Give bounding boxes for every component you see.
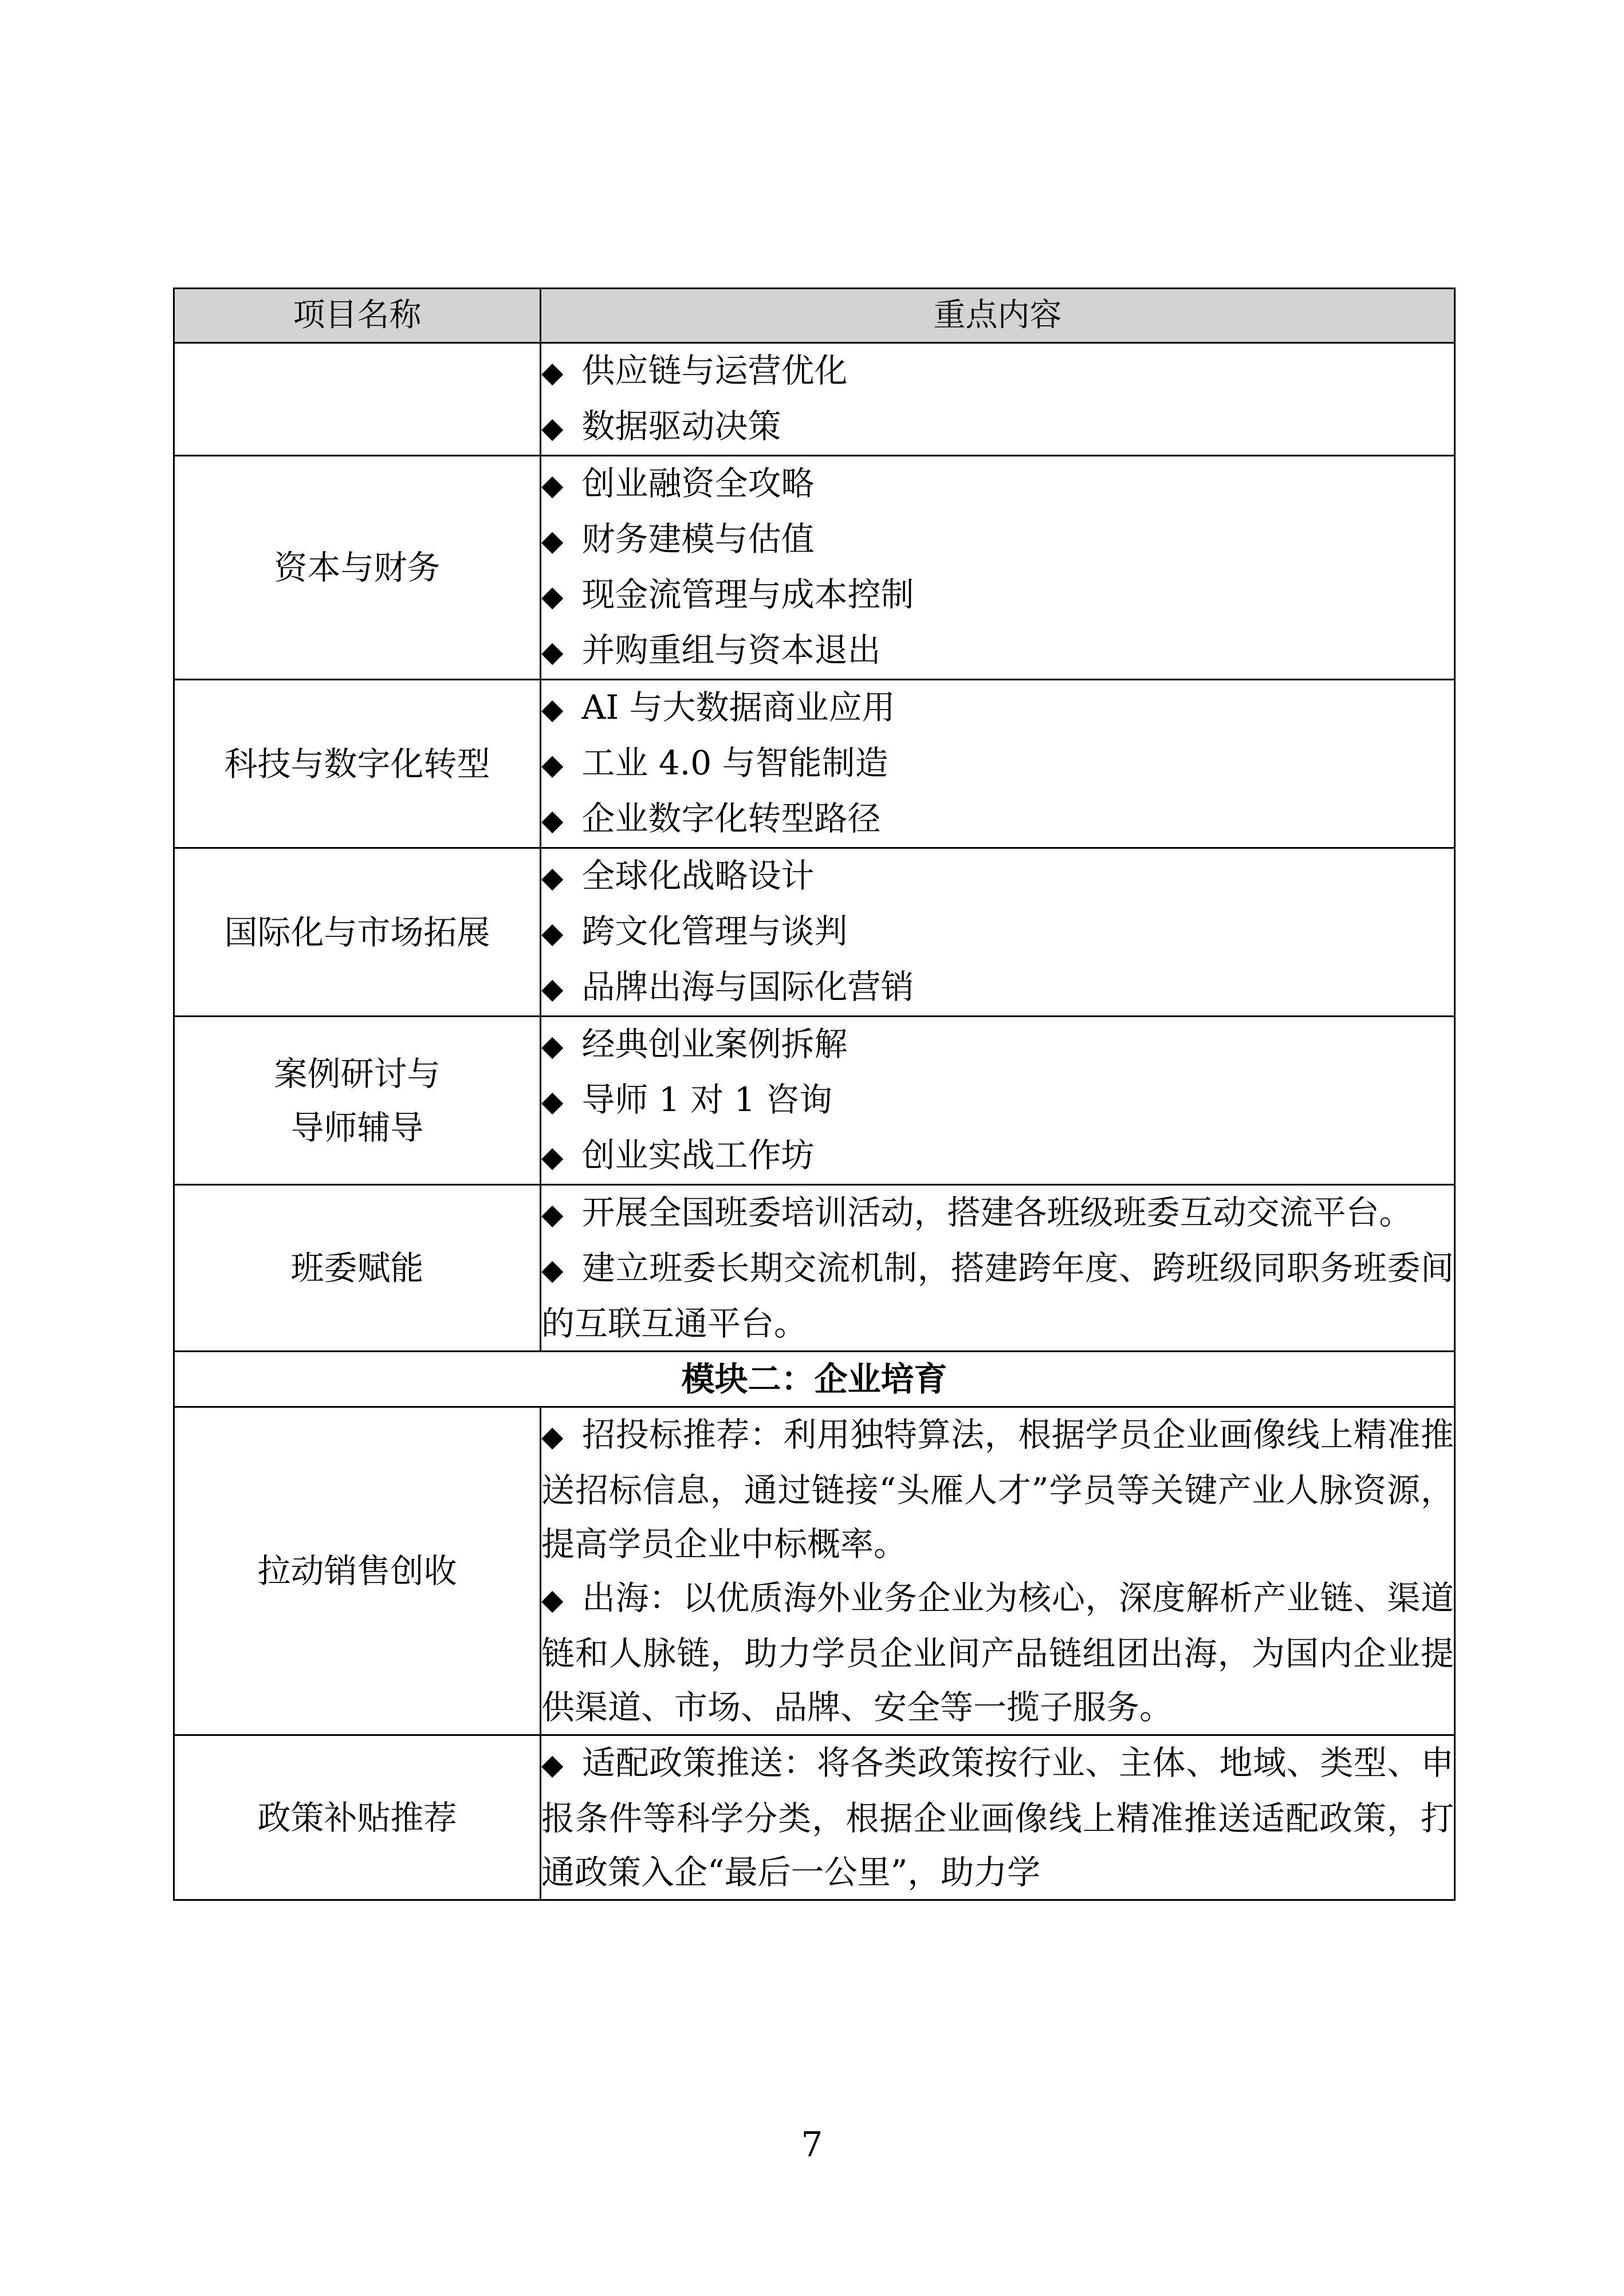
- table-row: [174, 1017, 1455, 1185]
- bullet-item: ◆ 经典创业案例拆解: [541, 1025, 848, 1064]
- paragraph-item: ◆ 建立班委长期交流机制，搭建跨年度、跨班级同职务班委间的互联互通平台。: [541, 1249, 1454, 1343]
- row-content: [541, 680, 1455, 848]
- bullet-item: ◆ 品牌出海与国际化营销: [541, 967, 914, 1006]
- row-content: [541, 1735, 1455, 1900]
- diamond-bullet-icon: ◆: [541, 1085, 564, 1118]
- diamond-bullet-icon: ◆: [541, 1198, 564, 1231]
- diamond-bullet-icon: ◆: [541, 411, 564, 444]
- bullet-item: ◆ 创业实战工作坊: [541, 1136, 815, 1175]
- row-content: [541, 456, 1455, 680]
- module-title-row: [174, 1352, 1455, 1407]
- table-row: [174, 456, 1455, 680]
- row-content: [541, 1185, 1455, 1352]
- row-name: [174, 1017, 541, 1185]
- diamond-bullet-icon: ◆: [541, 916, 564, 950]
- row-name-line: 案例研讨与: [274, 1054, 441, 1093]
- module-title: 模块二：企业培育: [174, 1352, 1455, 1407]
- diamond-bullet-icon: ◆: [541, 1140, 564, 1173]
- diamond-bullet-icon: ◆: [541, 804, 564, 837]
- row-name: 政策补贴推荐: [174, 1735, 541, 1900]
- diamond-bullet-icon: ◆: [541, 1253, 564, 1286]
- bullet-item: ◆ 财务建模与估值: [541, 519, 815, 558]
- header-project-name: 项目名称: [174, 289, 541, 343]
- table-row: [174, 1735, 1455, 1900]
- row-content: [541, 1407, 1455, 1735]
- paragraph-item: ◆ 适配政策推送：将各类政策按行业、主体、地域、类型、申报条件等科学分类，根据企业画像线上精准推送适配政策，打通政策入企“最后一公里”，助力学: [541, 1743, 1454, 1892]
- row-content: [541, 1017, 1455, 1185]
- bullet-item: ◆ 工业 4.0 与智能制造: [541, 743, 888, 782]
- table-row: [174, 1407, 1455, 1735]
- table-row: [174, 680, 1455, 848]
- bullet-item: ◆ 跨文化管理与谈判: [541, 912, 848, 951]
- paragraph-item: ◆ 招投标推荐：利用独特算法，根据学员企业画像线上精准推送招标信息，通过链接“头雁人才”学员等关键产业人脉资源，提高学员企业中标概率。: [541, 1415, 1454, 1564]
- diamond-bullet-icon: ◆: [541, 524, 564, 557]
- table-row: [174, 848, 1455, 1017]
- bullet-item: ◆ 创业融资全攻略: [541, 464, 815, 503]
- diamond-bullet-icon: ◆: [541, 1420, 564, 1453]
- page-number: 7: [801, 2125, 823, 2165]
- bullet-item: ◆ 数据驱动决策: [541, 407, 781, 446]
- row-name: 科技与数字化转型: [174, 680, 541, 848]
- row-name-line: 导师辅导: [290, 1108, 424, 1147]
- row-name: 资本与财务: [174, 456, 541, 680]
- diamond-bullet-icon: ◆: [541, 468, 564, 502]
- diamond-bullet-icon: ◆: [541, 748, 564, 781]
- row-content: [541, 343, 1455, 456]
- diamond-bullet-icon: ◆: [541, 1748, 564, 1781]
- diamond-bullet-icon: ◆: [541, 580, 564, 613]
- table-header-row: [174, 289, 1455, 343]
- bullet-item: ◆ 供应链与运营优化: [541, 351, 848, 390]
- row-name: 班委赋能: [174, 1185, 541, 1352]
- row-name: 国际化与市场拓展: [174, 848, 541, 1017]
- bullet-item: ◆ 导师 1 对 1 咨询: [541, 1080, 833, 1119]
- paragraph-item: ◆ 开展全国班委培训活动，搭建各班级班委互动交流平台。: [541, 1193, 1413, 1232]
- table-row: [174, 1185, 1455, 1352]
- bullet-item: ◆ 企业数字化转型路径: [541, 799, 881, 838]
- bullet-item: ◆ 并购重组与资本退出: [541, 631, 881, 669]
- diamond-bullet-icon: ◆: [541, 692, 564, 726]
- bullet-item: ◆ 现金流管理与成本控制: [541, 575, 914, 614]
- paragraph-item: ◆ 出海：以优质海外业务企业为核心，深度解析产业链、渠道链和人脉链，助力学员企业间产品链组团出海，为国内企业提供渠道、市场、品牌、安全等一揽子服务。: [541, 1578, 1454, 1727]
- diamond-bullet-icon: ◆: [541, 356, 564, 389]
- diamond-bullet-icon: ◆: [541, 972, 564, 1005]
- diamond-bullet-icon: ◆: [541, 1029, 564, 1062]
- bullet-item: ◆ AI 与大数据商业应用: [541, 688, 895, 727]
- row-name: 拉动销售创收: [174, 1407, 541, 1735]
- row-content: [541, 848, 1455, 1017]
- table-row: [174, 343, 1455, 456]
- row-name: [174, 343, 541, 456]
- diamond-bullet-icon: ◆: [541, 861, 564, 894]
- content-table: [173, 288, 1456, 1901]
- bullet-item: ◆ 全球化战略设计: [541, 856, 815, 895]
- header-key-content: 重点内容: [541, 289, 1455, 343]
- diamond-bullet-icon: ◆: [541, 635, 564, 668]
- diamond-bullet-icon: ◆: [541, 1583, 564, 1616]
